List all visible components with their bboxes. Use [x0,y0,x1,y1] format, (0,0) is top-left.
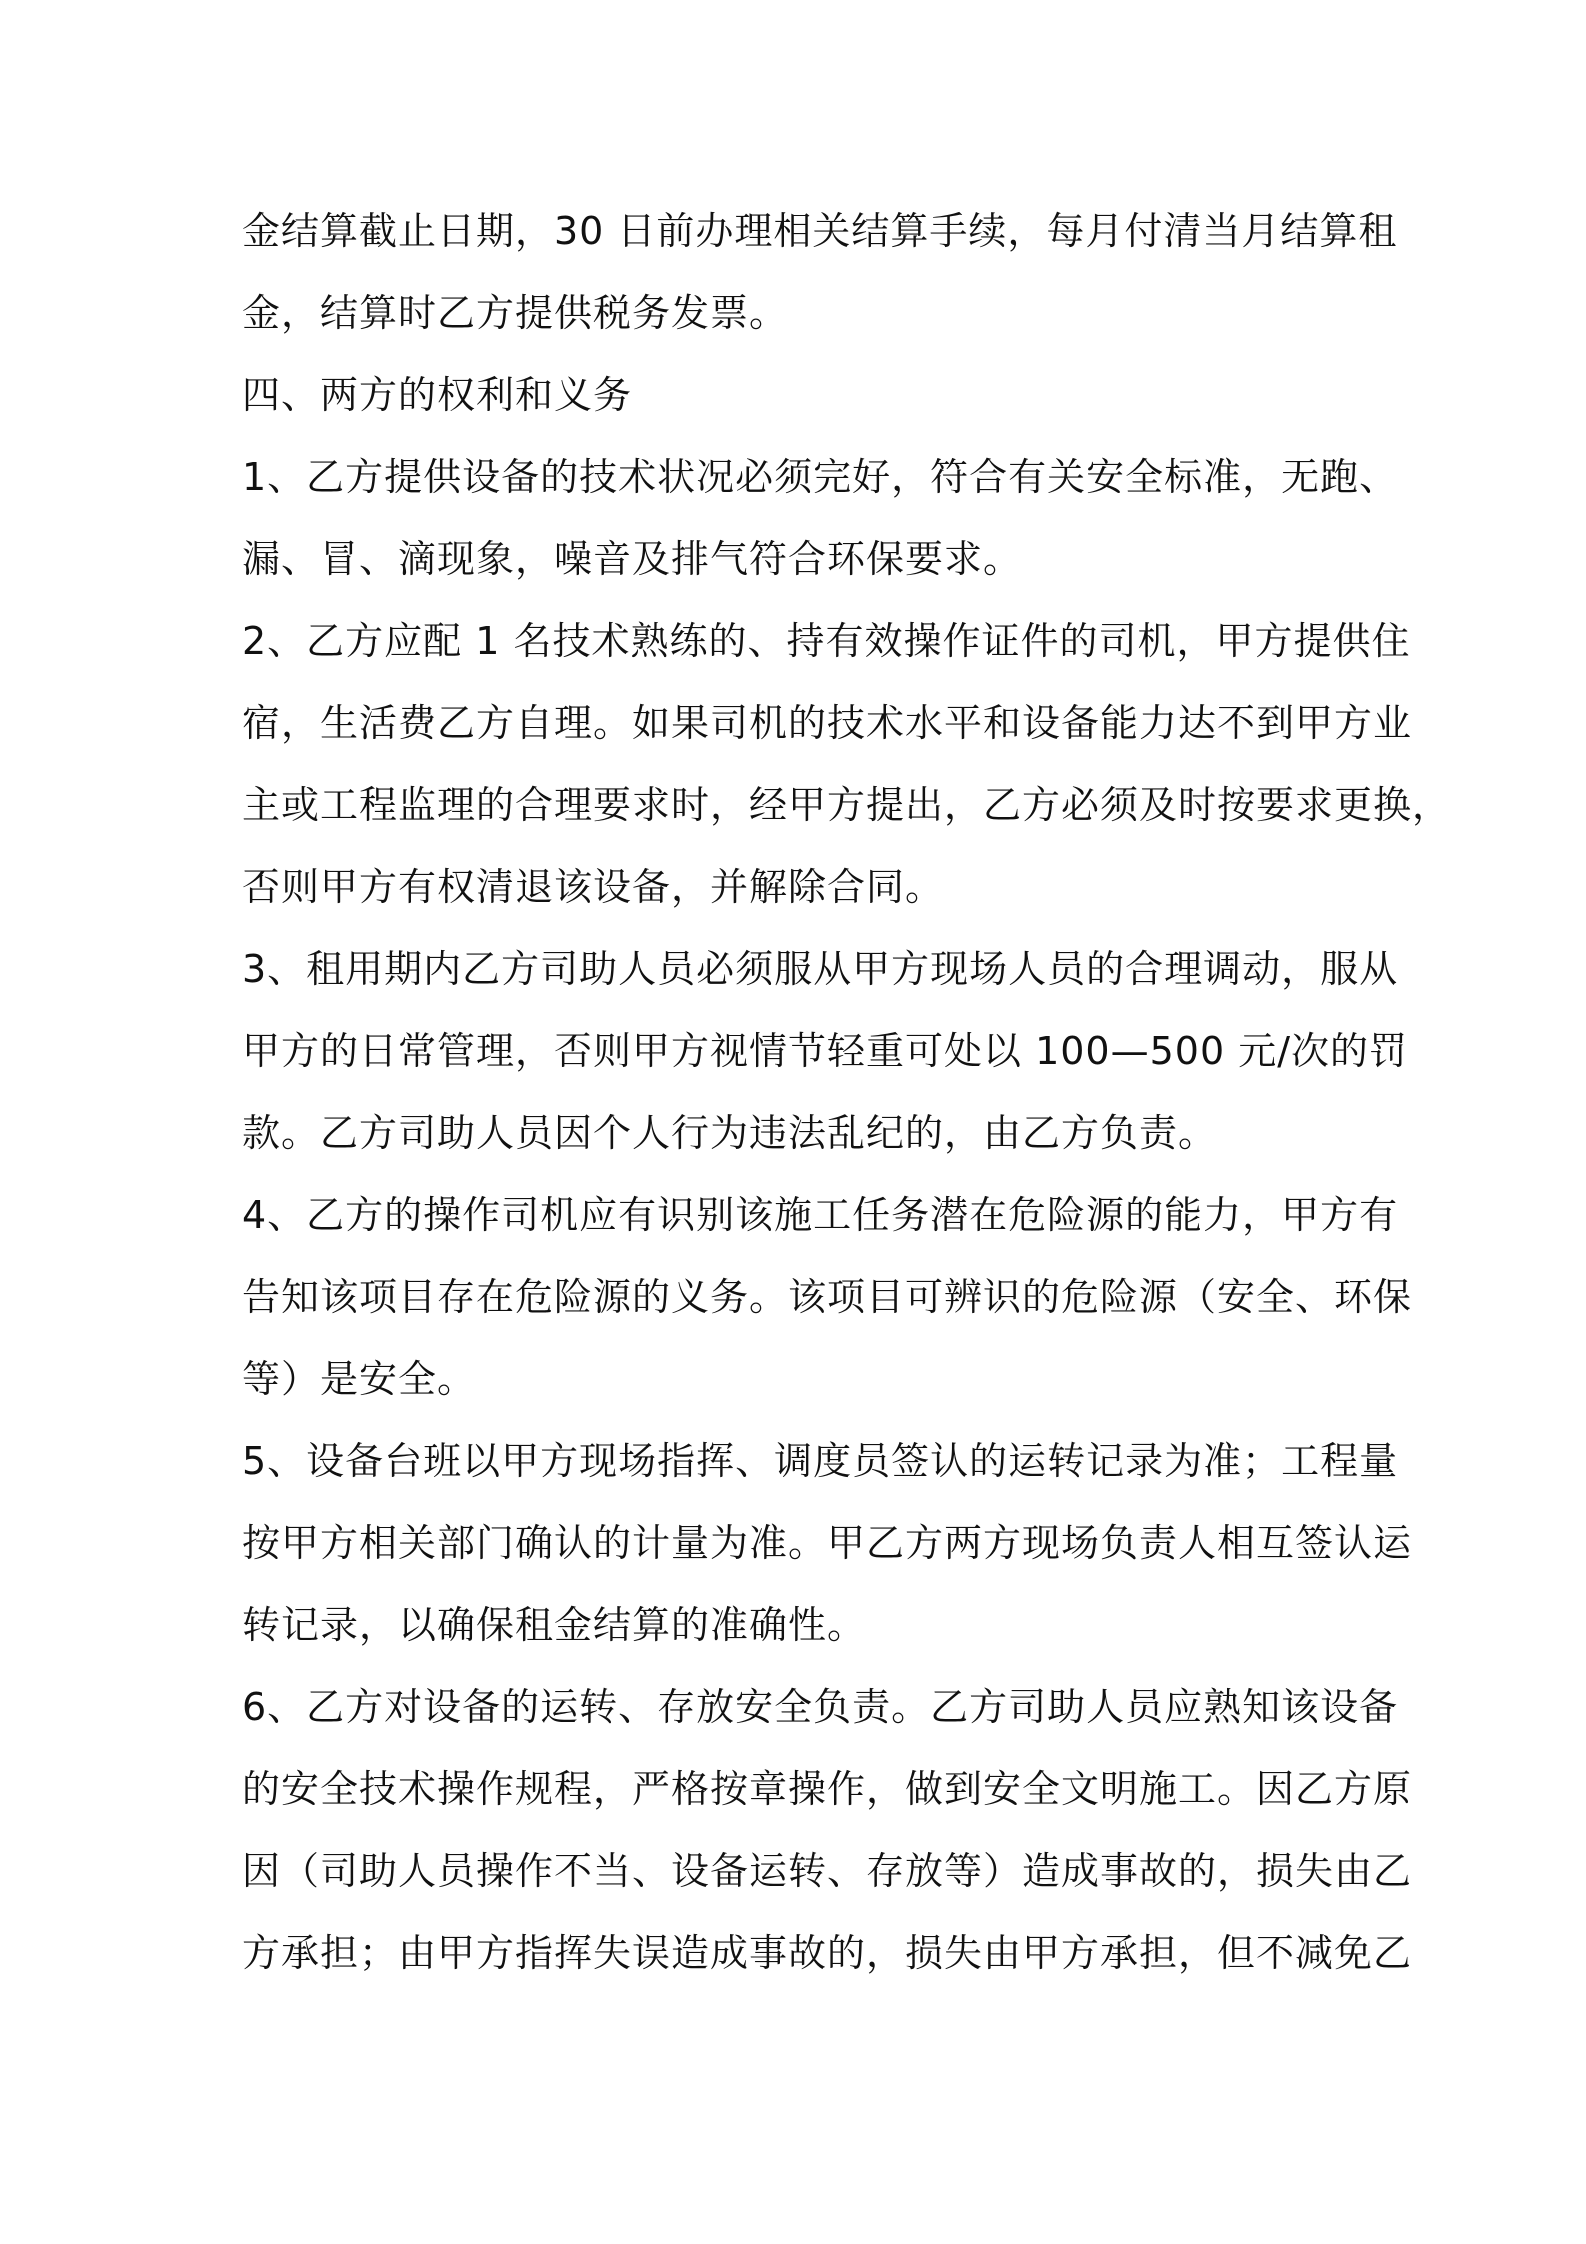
text-line: 4、乙方的操作司机应有识别该施工任务潜在危险源的能力，甲方有 [242,1193,1399,1237]
text-line: 6、乙方对设备的运转、存放安全负责。乙方司助人员应熟知该设备 [242,1685,1399,1729]
document-body [242,190,1452,1994]
text-line: 等）是安全。 [242,1357,477,1401]
text-line: 按甲方相关部门确认的计量为准。甲乙方两方现场负责人相互签认运 [242,1521,1413,1565]
text-line: 因（司助人员操作不当、设备运转、存放等）造成事故的，损失由乙 [242,1849,1413,1893]
text-line: 款。乙方司助人员因个人行为违法乱纪的，由乙方负责。 [242,1111,1218,1155]
text-line: 3、租用期内乙方司助人员必须服从甲方现场人员的合理调动，服从 [242,947,1399,991]
text-line: 主或工程监理的合理要求时，经甲方提出，乙方必须及时按要求更换， [242,783,1452,827]
text-line: 宿，生活费乙方自理。如果司机的技术水平和设备能力达不到甲方业 [242,701,1413,745]
text-line: 金，结算时乙方提供税务发票。 [242,291,789,335]
text-line: 方承担；由甲方指挥失误造成事故的，损失由甲方承担，但不减免乙 [242,1931,1413,1975]
text-line: 告知该项目存在危险源的义务。该项目可辨识的危险源（安全、环保 [242,1275,1413,1319]
text-line: 5、设备台班以甲方现场指挥、调度员签认的运转记录为准；工程量 [242,1439,1399,1483]
text-line: 1、乙方提供设备的技术状况必须完好，符合有关安全标准，无跑、 [242,455,1399,499]
text-line: 金结算截止日期，30 日前办理相关结算手续，每月付清当月结算租 [242,209,1398,253]
text-line: 2、乙方应配 1 名技术熟练的、持有效操作证件的司机，甲方提供住 [242,619,1411,663]
text-line: 漏、冒、滴现象，噪音及排气符合环保要求。 [242,537,1023,581]
section-heading: 四、两方的权利和义务 [242,373,633,417]
text-line: 甲方的日常管理，否则甲方视情节轻重可处以 100—500 元/次的罚 [242,1029,1409,1073]
text-line: 的安全技术操作规程，严格按章操作，做到安全文明施工。因乙方原 [242,1767,1413,1811]
text-line: 转记录，以确保租金结算的准确性。 [242,1603,867,1647]
text-line: 否则甲方有权清退该设备，并解除合同。 [242,865,945,909]
